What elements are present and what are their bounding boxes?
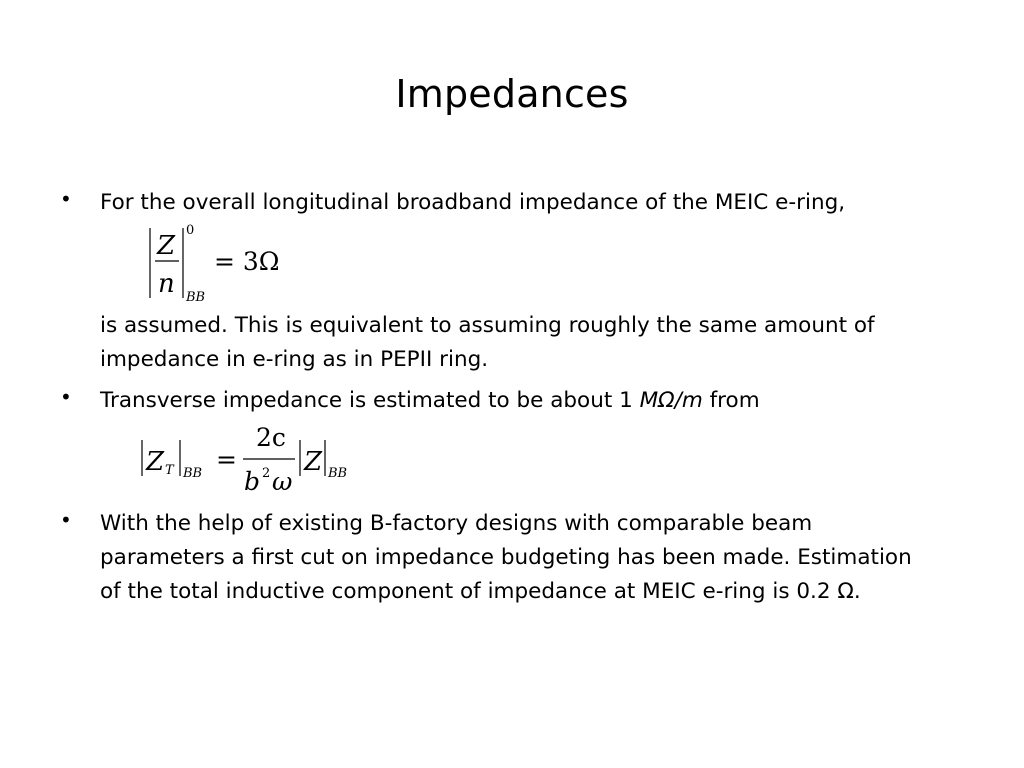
eq2-lhs-symbol: Z [146,447,165,477]
equation-transverse-impedance [130,420,370,500]
eq2-den-exp: 2 [262,466,271,481]
eq1-superscript: 0 [186,223,195,238]
bullet-2-line-1 [100,384,760,418]
bullet-1-line-2: is assumed. This is equivalent to assuming roughly the same amount of [100,313,875,338]
eq2-den-b: b [244,467,261,496]
eq2-den-omega: ω [272,467,293,496]
eq2-rhs-symbol: Z [304,447,323,477]
bullet-marker: • [60,385,72,409]
eq1-denominator: n [158,269,175,299]
eq2-rhs-subscript: BB [328,466,348,481]
eq2-lhs-subscript: BB [183,466,203,481]
eq2-numerator: 2c [256,423,286,452]
bullet-3-line-1: With the help of existing B-factory designs with comparable beam [100,511,813,536]
bullet-3-line-3: of the total inductive component of impedance at MEIC e-ring is 0.2 Ω. [100,579,861,604]
slide-title: Impedances [395,72,629,116]
bullet-2-text-after: from [702,388,760,413]
bullet-2-text-before: Transverse impedance is estimated to be about 1 [100,388,640,413]
equation-longitudinal-impedance [140,220,290,304]
eq2-lhs-sub: T [165,463,174,478]
bullet-marker: • [60,508,72,532]
bullet-1-line-3: impedance in e-ring as in PEPII ring. [100,347,489,372]
eq1-subscript: BB [186,290,206,304]
eq1-numerator: Z [157,231,176,261]
eq1-rhs: = 3Ω [214,247,280,276]
bullet-marker: • [60,187,72,211]
bullet-2-unit: MΩ/m [639,388,703,413]
bullet-1-line-1: For the overall longitudinal broadband impedance of the MEIC e-ring, [100,190,846,215]
eq2-equals: = [216,445,237,474]
bullet-3-line-2: parameters a first cut on impedance budgeting has been made. Estimation [100,545,912,570]
